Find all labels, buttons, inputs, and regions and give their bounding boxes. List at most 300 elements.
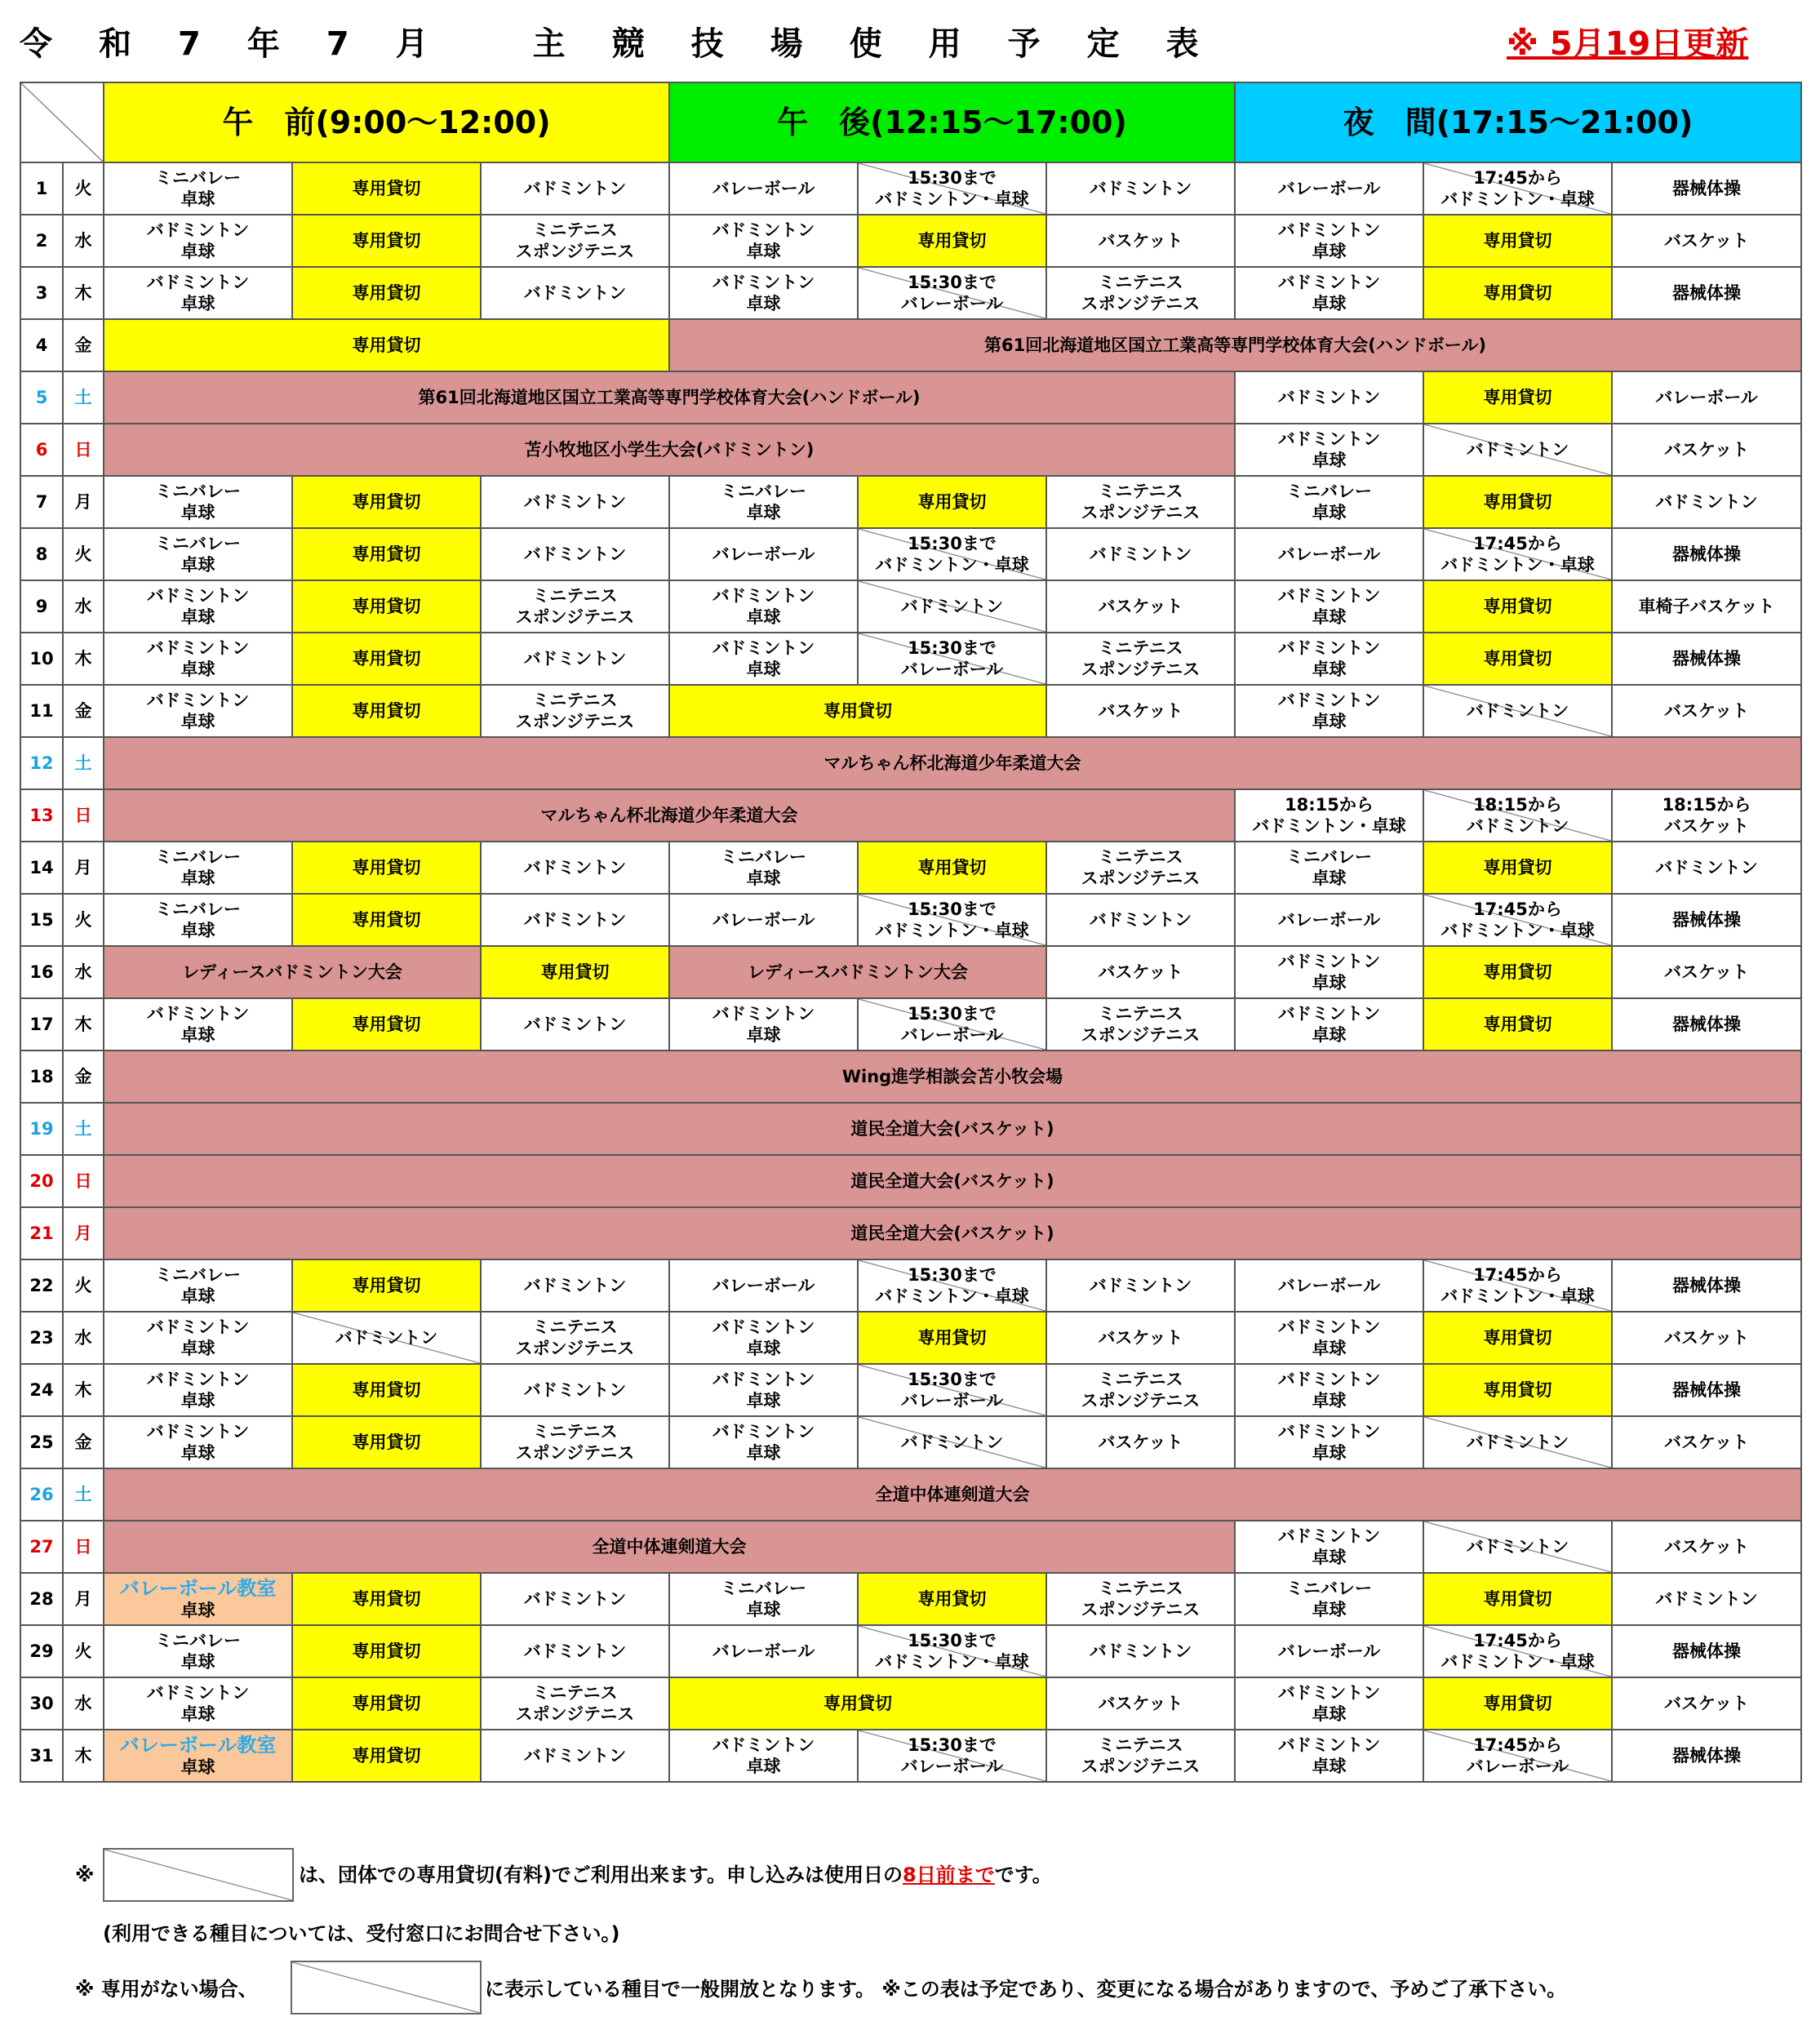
schedule-cell <box>1235 1364 1423 1416</box>
schedule-cell <box>1235 1573 1423 1625</box>
cell-text: 専用貸切 <box>540 962 610 982</box>
split-cell <box>858 1364 1046 1416</box>
note-line-1-b: です。 <box>994 1863 1052 1886</box>
schedule-cell <box>1235 162 1423 215</box>
day-row <box>20 371 1801 424</box>
cell-text: ミニテニス スポンジテニス <box>1081 1370 1201 1410</box>
schedule-cell <box>481 476 669 528</box>
split-cell <box>858 998 1046 1051</box>
legend-open-sample <box>291 1961 482 2014</box>
note-line-3-b: に表示している種目で一般開放となります。 ※この表は予定であり、変更になる場合がありますので、予めご了承下さい。 <box>485 1978 1567 2001</box>
day-row <box>20 215 1801 267</box>
schedule-cell <box>481 1312 669 1364</box>
schedule-cell <box>669 1259 858 1312</box>
day-row <box>20 789 1801 842</box>
cell-text: ミニバレー 卓球 <box>155 534 241 575</box>
day-row <box>20 1207 1801 1259</box>
cell-text: バレーボール <box>1277 1276 1381 1295</box>
cell-text: バレーボール <box>1277 179 1381 198</box>
weekday: 月 <box>63 1573 104 1625</box>
weekday: 水 <box>63 946 104 998</box>
split-cell <box>1423 1730 1612 1782</box>
cell-text: バドミントン 卓球 <box>712 220 815 261</box>
reserved-cell <box>858 1312 1046 1364</box>
day-number: 11 <box>20 685 63 737</box>
schedule-cell <box>669 1730 858 1782</box>
cell-text: バスケット <box>1098 1433 1183 1452</box>
cell-text: バドミントン <box>1655 492 1758 512</box>
schedule-cell <box>481 267 669 319</box>
schedule-cell <box>669 633 858 685</box>
day-number: 9 <box>20 580 63 633</box>
day-number: 30 <box>20 1677 63 1730</box>
cell-text: バスケット <box>1098 701 1183 721</box>
day-row <box>20 267 1801 319</box>
cell-text: 専用貸切 <box>352 1433 421 1452</box>
cell-text: ミニバレー 卓球 <box>155 847 241 888</box>
weekday: 水 <box>63 1677 104 1730</box>
day-row <box>20 1312 1801 1364</box>
schedule-table-wrapper <box>20 82 1802 1783</box>
schedule-cell <box>1612 789 1801 842</box>
reserved-cell <box>292 1730 481 1782</box>
weekday: 木 <box>63 633 104 685</box>
schedule-cell <box>1612 842 1801 894</box>
cell-text: 専用貸切 <box>352 179 421 198</box>
header-row <box>20 82 1801 162</box>
weekday: 土 <box>63 1468 104 1521</box>
cell-text: ミニバレー 卓球 <box>721 1579 806 1619</box>
note-line-1 <box>299 1861 1052 1889</box>
day-row <box>20 162 1801 215</box>
day-row <box>20 476 1801 528</box>
weekday: 火 <box>63 894 104 946</box>
day-number: 28 <box>20 1573 63 1625</box>
cell-text: 17:45から バドミントン・卓球 <box>1440 534 1595 575</box>
schedule-cell <box>1046 946 1235 998</box>
cell-text: 器械体操 <box>1672 1746 1741 1766</box>
cell-text: ミニテニス スポンジテニス <box>515 586 635 627</box>
cell-text: ミニテニス スポンジテニス <box>515 220 635 261</box>
weekday: 火 <box>63 1259 104 1312</box>
schedule-cell <box>104 162 292 215</box>
day-number: 2 <box>20 215 63 267</box>
weekday: 土 <box>63 1103 104 1155</box>
split-cell <box>858 633 1046 685</box>
schedule-cell <box>1235 1730 1423 1782</box>
cell-text: 17:45から バドミントン・卓球 <box>1440 1631 1595 1672</box>
schedule-cell <box>1046 1364 1235 1416</box>
cell-text: ミニバレー 卓球 <box>155 1265 241 1306</box>
weekday: 日 <box>63 1155 104 1207</box>
split-cell <box>1423 1625 1612 1677</box>
cell-text: 器械体操 <box>1672 1641 1741 1661</box>
schedule-cell <box>669 1573 858 1625</box>
cell-text: バドミントン <box>523 1380 627 1400</box>
day-number: 29 <box>20 1625 63 1677</box>
schedule-cell <box>669 528 858 580</box>
cell-text: バドミントン <box>1466 701 1569 721</box>
event-cell <box>104 1207 1801 1259</box>
event-cell <box>104 1468 1801 1521</box>
day-number: 16 <box>20 946 63 998</box>
schedule-cell <box>1046 1312 1235 1364</box>
cell-text: バドミントン 卓球 <box>146 1317 250 1358</box>
weekday: 日 <box>63 424 104 476</box>
morning-header: 午 前(9:00～12:00) <box>104 82 669 162</box>
schedule-cell <box>1612 685 1801 737</box>
day-row <box>20 424 1801 476</box>
cell-text: バドミントン 卓球 <box>712 1004 815 1045</box>
cell-text: バドミントン <box>900 1433 1004 1452</box>
schedule-cell <box>669 162 858 215</box>
reserved-cell <box>1423 1364 1612 1416</box>
reserved-cell <box>292 842 481 894</box>
weekday: 月 <box>63 842 104 894</box>
cell-text: 専用貸切 <box>917 858 987 877</box>
weekday: 木 <box>63 1730 104 1782</box>
day-row <box>20 1677 1801 1730</box>
cell-text: バスケット <box>1664 231 1749 251</box>
cell-text: 18:15から バドミントン・卓球 <box>1252 795 1406 836</box>
schedule-cell <box>481 528 669 580</box>
split-cell <box>858 1730 1046 1782</box>
day-row <box>20 1364 1801 1416</box>
reserved-cell <box>858 1573 1046 1625</box>
cell-text: 17:45から バレーボール <box>1466 1735 1569 1776</box>
cell-text: 専用貸切 <box>352 1380 421 1400</box>
schedule-cell <box>104 476 292 528</box>
cell-text: バスケット <box>1098 1328 1183 1348</box>
title-row <box>20 18 1807 70</box>
cell-text: 15:30まで バレーボール <box>900 1735 1004 1776</box>
cell-text: 15:30まで バレーボール <box>900 273 1004 313</box>
schedule-cell <box>1612 998 1801 1051</box>
schedule-cell <box>1612 1677 1801 1730</box>
schedule-cell <box>1235 1677 1423 1730</box>
cell-text: バドミントン 卓球 <box>1277 220 1381 261</box>
day-number: 5 <box>20 371 63 424</box>
cell-text: バドミントン <box>1655 858 1758 877</box>
schedule-cell <box>104 1677 292 1730</box>
cell-text: 第61回北海道地区国立工業高等専門学校体育大会(ハンドボール) <box>984 335 1486 355</box>
cell-text: バドミントン <box>523 544 627 564</box>
day-number: 17 <box>20 998 63 1051</box>
schedule-cell <box>104 267 292 319</box>
day-row <box>20 319 1801 371</box>
schedule-cell <box>1046 1730 1235 1782</box>
schedule-cell <box>104 215 292 267</box>
cell-text: バドミントン <box>1089 910 1192 930</box>
cell-text: バドミントン <box>900 597 1004 616</box>
schedule-cell <box>1235 1625 1423 1677</box>
schedule-cell <box>1235 424 1423 476</box>
cell-text: バドミントン <box>1089 179 1192 198</box>
schedule-cell <box>481 633 669 685</box>
schedule-cell <box>104 685 292 737</box>
schedule-cell <box>1235 267 1423 319</box>
event-cell <box>104 737 1801 789</box>
reserved-cell <box>292 894 481 946</box>
split-cell <box>292 1312 481 1364</box>
cell-text: ミニテニス スポンジテニス <box>1081 482 1201 522</box>
schedule-cell <box>1046 1573 1235 1625</box>
schedule-cell <box>1612 424 1801 476</box>
cell-text: バドミントン <box>523 910 627 930</box>
schedule-cell <box>1235 476 1423 528</box>
cell-text: バスケット <box>1664 962 1749 982</box>
schedule-cell <box>1612 215 1801 267</box>
cell-text: バドミントン <box>523 283 627 303</box>
schedule-cell <box>481 1259 669 1312</box>
cell-text: ミニバレー 卓球 <box>1286 482 1372 522</box>
cell-text: 器械体操 <box>1672 910 1741 930</box>
cell-text: Wing進学相談会苫小牧会場 <box>841 1067 1063 1086</box>
schedule-cell <box>1235 998 1423 1051</box>
schedule-cell <box>481 1416 669 1468</box>
weekday: 水 <box>63 580 104 633</box>
cell-text: ミニバレー 卓球 <box>1286 847 1372 888</box>
schedule-cell <box>481 1364 669 1416</box>
schedule-cell <box>1046 580 1235 633</box>
schedule-cell <box>1046 476 1235 528</box>
cell-text: 専用貸切 <box>823 1694 892 1713</box>
cell-text: バドミントン 卓球 <box>146 1422 250 1463</box>
cell-text: 専用貸切 <box>352 1015 421 1034</box>
schedule-table <box>20 82 1802 1783</box>
reserved-cell <box>1423 1677 1612 1730</box>
reserved-cell <box>1423 633 1612 685</box>
note-line-2: (利用できる種目については、受付窓口にお問合せ下さい。) <box>103 1922 620 1945</box>
day-row <box>20 1259 1801 1312</box>
cell-text: バドミントン 卓球 <box>1277 1004 1381 1045</box>
cell-text: バドミントン 卓球 <box>712 1422 815 1463</box>
schedule-cell <box>104 1625 292 1677</box>
cell-text: 専用貸切 <box>1483 1589 1552 1609</box>
cell-text: 専用貸切 <box>352 649 421 669</box>
schedule-cell <box>1046 1259 1235 1312</box>
cell-text: 専用貸切 <box>352 283 421 303</box>
schedule-cell <box>1612 1521 1801 1573</box>
reserved-cell <box>292 580 481 633</box>
cell-text: 15:30まで バドミントン・卓球 <box>875 534 1029 575</box>
cell-text: 専用貸切 <box>352 1746 421 1766</box>
split-cell <box>1423 894 1612 946</box>
cell-text: 15:30まで バドミントン・卓球 <box>875 1265 1029 1306</box>
cell-text: 専用貸切 <box>352 1641 421 1661</box>
cell-text: バレーボール <box>1655 388 1758 407</box>
schedule-cell <box>1612 371 1801 424</box>
weekday: 水 <box>63 1312 104 1364</box>
day-number: 24 <box>20 1364 63 1416</box>
schedule-cell <box>1046 633 1235 685</box>
reserved-cell <box>292 1259 481 1312</box>
reserved-cell <box>1423 215 1612 267</box>
schedule-cell <box>1612 1625 1801 1677</box>
cell-text: バドミントン 卓球 <box>146 220 250 261</box>
weekday: 木 <box>63 267 104 319</box>
cell-text: バドミントン 卓球 <box>712 273 815 313</box>
cell-text: バレーボール <box>1277 910 1381 930</box>
cell-text: バドミントン <box>523 1589 627 1609</box>
cell-text: ミニテニス スポンジテニス <box>515 1317 635 1358</box>
weekday: 木 <box>63 1364 104 1416</box>
split-cell <box>1423 1259 1612 1312</box>
weekday: 金 <box>63 319 104 371</box>
day-number: 22 <box>20 1259 63 1312</box>
day-number: 12 <box>20 737 63 789</box>
weekday: 水 <box>63 215 104 267</box>
cell-text: 器械体操 <box>1672 179 1741 198</box>
cell-text: バドミントン 卓球 <box>146 586 250 627</box>
cell-text: バドミントン <box>523 179 627 198</box>
schedule-cell <box>1612 267 1801 319</box>
schedule-cell <box>104 894 292 946</box>
schedule-cell <box>1235 894 1423 946</box>
reserved-cell <box>292 633 481 685</box>
reserved-cell <box>292 998 481 1051</box>
cell-text: バドミントン 卓球 <box>146 1004 250 1045</box>
schedule-cell <box>104 528 292 580</box>
split-cell <box>858 528 1046 580</box>
cell-text: バドミントン 卓球 <box>1277 1735 1381 1776</box>
day-number: 25 <box>20 1416 63 1468</box>
cell-text: バスケット <box>1098 597 1183 616</box>
schedule-cell <box>1235 685 1423 737</box>
update-note: ※ 5月19日更新 <box>1507 25 1749 63</box>
schedule-cell <box>669 1416 858 1468</box>
day-row <box>20 685 1801 737</box>
cell-text: バドミントン 卓球 <box>146 691 250 731</box>
cell-text: バドミントン 卓球 <box>1277 1370 1381 1410</box>
weekday: 金 <box>63 1416 104 1468</box>
schedule-cell <box>1046 1625 1235 1677</box>
cell-text: バドミントン <box>1277 388 1381 407</box>
cell-text: 専用貸切 <box>352 910 421 930</box>
cell-text: バドミントン 卓球 <box>1277 691 1381 731</box>
cell-text: 18:15から バドミントン <box>1466 795 1569 836</box>
weekday: 火 <box>63 1625 104 1677</box>
split-cell <box>858 1259 1046 1312</box>
cell-text: バドミントン <box>523 1641 627 1661</box>
day-number: 20 <box>20 1155 63 1207</box>
schedule-cell <box>104 842 292 894</box>
schedule-cell <box>104 1259 292 1312</box>
schedule-cell <box>1046 1416 1235 1468</box>
split-cell <box>1423 424 1612 476</box>
event-cell <box>104 424 1235 476</box>
cell-text: バドミントン <box>1089 1276 1192 1295</box>
schedule-cell <box>1235 1312 1423 1364</box>
cell-text: バドミントン <box>523 492 627 512</box>
cell-text: 専用貸切 <box>1483 1694 1552 1713</box>
cell-text: 専用貸切 <box>1483 962 1552 982</box>
schedule-cell <box>669 998 858 1051</box>
note-mark-1: ※ <box>75 1863 95 1886</box>
schedule-cell <box>1046 162 1235 215</box>
cell-text: ミニテニス スポンジテニス <box>1081 273 1201 313</box>
reserved-cell <box>292 685 481 737</box>
schedule-cell <box>1612 1416 1801 1468</box>
reserved-cell <box>858 476 1046 528</box>
cell-text: ミニバレー 卓球 <box>155 168 241 209</box>
cell-text: バドミントン 卓球 <box>146 273 250 313</box>
cell-text: 専用貸切 <box>352 858 421 877</box>
schedule-cell <box>1612 633 1801 685</box>
split-cell <box>1423 162 1612 215</box>
split-cell <box>858 1625 1046 1677</box>
cell-text: ミニテニス スポンジテニス <box>515 691 635 731</box>
cell-text: 全道中体連剣道大会 <box>592 1537 747 1557</box>
cell-text: バスケット <box>1664 440 1749 460</box>
day-row <box>20 633 1801 685</box>
schedule-cell <box>104 633 292 685</box>
cell-text: バドミントン 卓球 <box>1277 1422 1381 1463</box>
cell-text: 17:45から バドミントン・卓球 <box>1440 1265 1595 1306</box>
cell-text: バレーボール教室 卓球 <box>119 1576 277 1620</box>
cell-text: 専用貸切 <box>1483 492 1552 512</box>
day-row <box>20 1573 1801 1625</box>
cell-text: バドミントン <box>1466 1537 1569 1557</box>
cell-text: バスケット <box>1664 1694 1749 1713</box>
cell-text: ミニバレー 卓球 <box>1286 1579 1372 1619</box>
cell-text: ミニテニス スポンジテニス <box>1081 1004 1201 1045</box>
cell-text: 15:30まで バドミントン・卓球 <box>875 1631 1029 1672</box>
cell-text: 全道中体連剣道大会 <box>875 1485 1030 1504</box>
schedule-cell <box>481 685 669 737</box>
cell-text: バドミントン 卓球 <box>712 1735 815 1776</box>
day-row <box>20 1155 1801 1207</box>
cell-text: レディースバドミントン大会 <box>182 962 402 982</box>
schedule-cell <box>669 267 858 319</box>
cell-text: 器械体操 <box>1672 544 1741 564</box>
cell-text: ミニバレー 卓球 <box>155 1631 241 1672</box>
cell-text: バスケット <box>1098 231 1183 251</box>
schedule-cell <box>1235 215 1423 267</box>
schedule-cell <box>104 1312 292 1364</box>
cell-text: バドミントン 卓球 <box>1277 1683 1381 1724</box>
cell-text: バドミントン 卓球 <box>1277 429 1381 470</box>
schedule-cell <box>1235 842 1423 894</box>
event-cell <box>669 946 1046 998</box>
reserved-cell <box>1423 842 1612 894</box>
cell-text: ミニバレー 卓球 <box>155 900 241 940</box>
cell-text: 専用貸切 <box>1483 231 1552 251</box>
schedule-cell <box>1612 1259 1801 1312</box>
schedule-cell <box>1046 685 1235 737</box>
cell-text: 器械体操 <box>1672 1276 1741 1295</box>
legend-reserved-sample <box>103 1848 294 1902</box>
cell-text: バドミントン <box>1466 1433 1569 1452</box>
schedule-cell <box>1612 476 1801 528</box>
reserved-cell <box>1423 267 1612 319</box>
cell-text: バレーボール <box>712 544 815 564</box>
schedule-cell <box>1046 215 1235 267</box>
schedule-cell <box>1046 1677 1235 1730</box>
weekday: 木 <box>63 998 104 1051</box>
schedule-cell <box>104 1416 292 1468</box>
cell-text: バドミントン <box>335 1328 438 1348</box>
day-row <box>20 1730 1801 1782</box>
schedule-cell <box>1235 789 1423 842</box>
schedule-cell <box>669 580 858 633</box>
cell-text: バドミントン <box>1089 544 1192 564</box>
schedule-cell <box>669 1312 858 1364</box>
cell-text: バレーボール <box>712 1276 815 1295</box>
reserved-cell <box>292 1625 481 1677</box>
afternoon-header: 午 後(12:15～17:00) <box>669 82 1235 162</box>
cell-text: バドミントン <box>523 649 627 669</box>
